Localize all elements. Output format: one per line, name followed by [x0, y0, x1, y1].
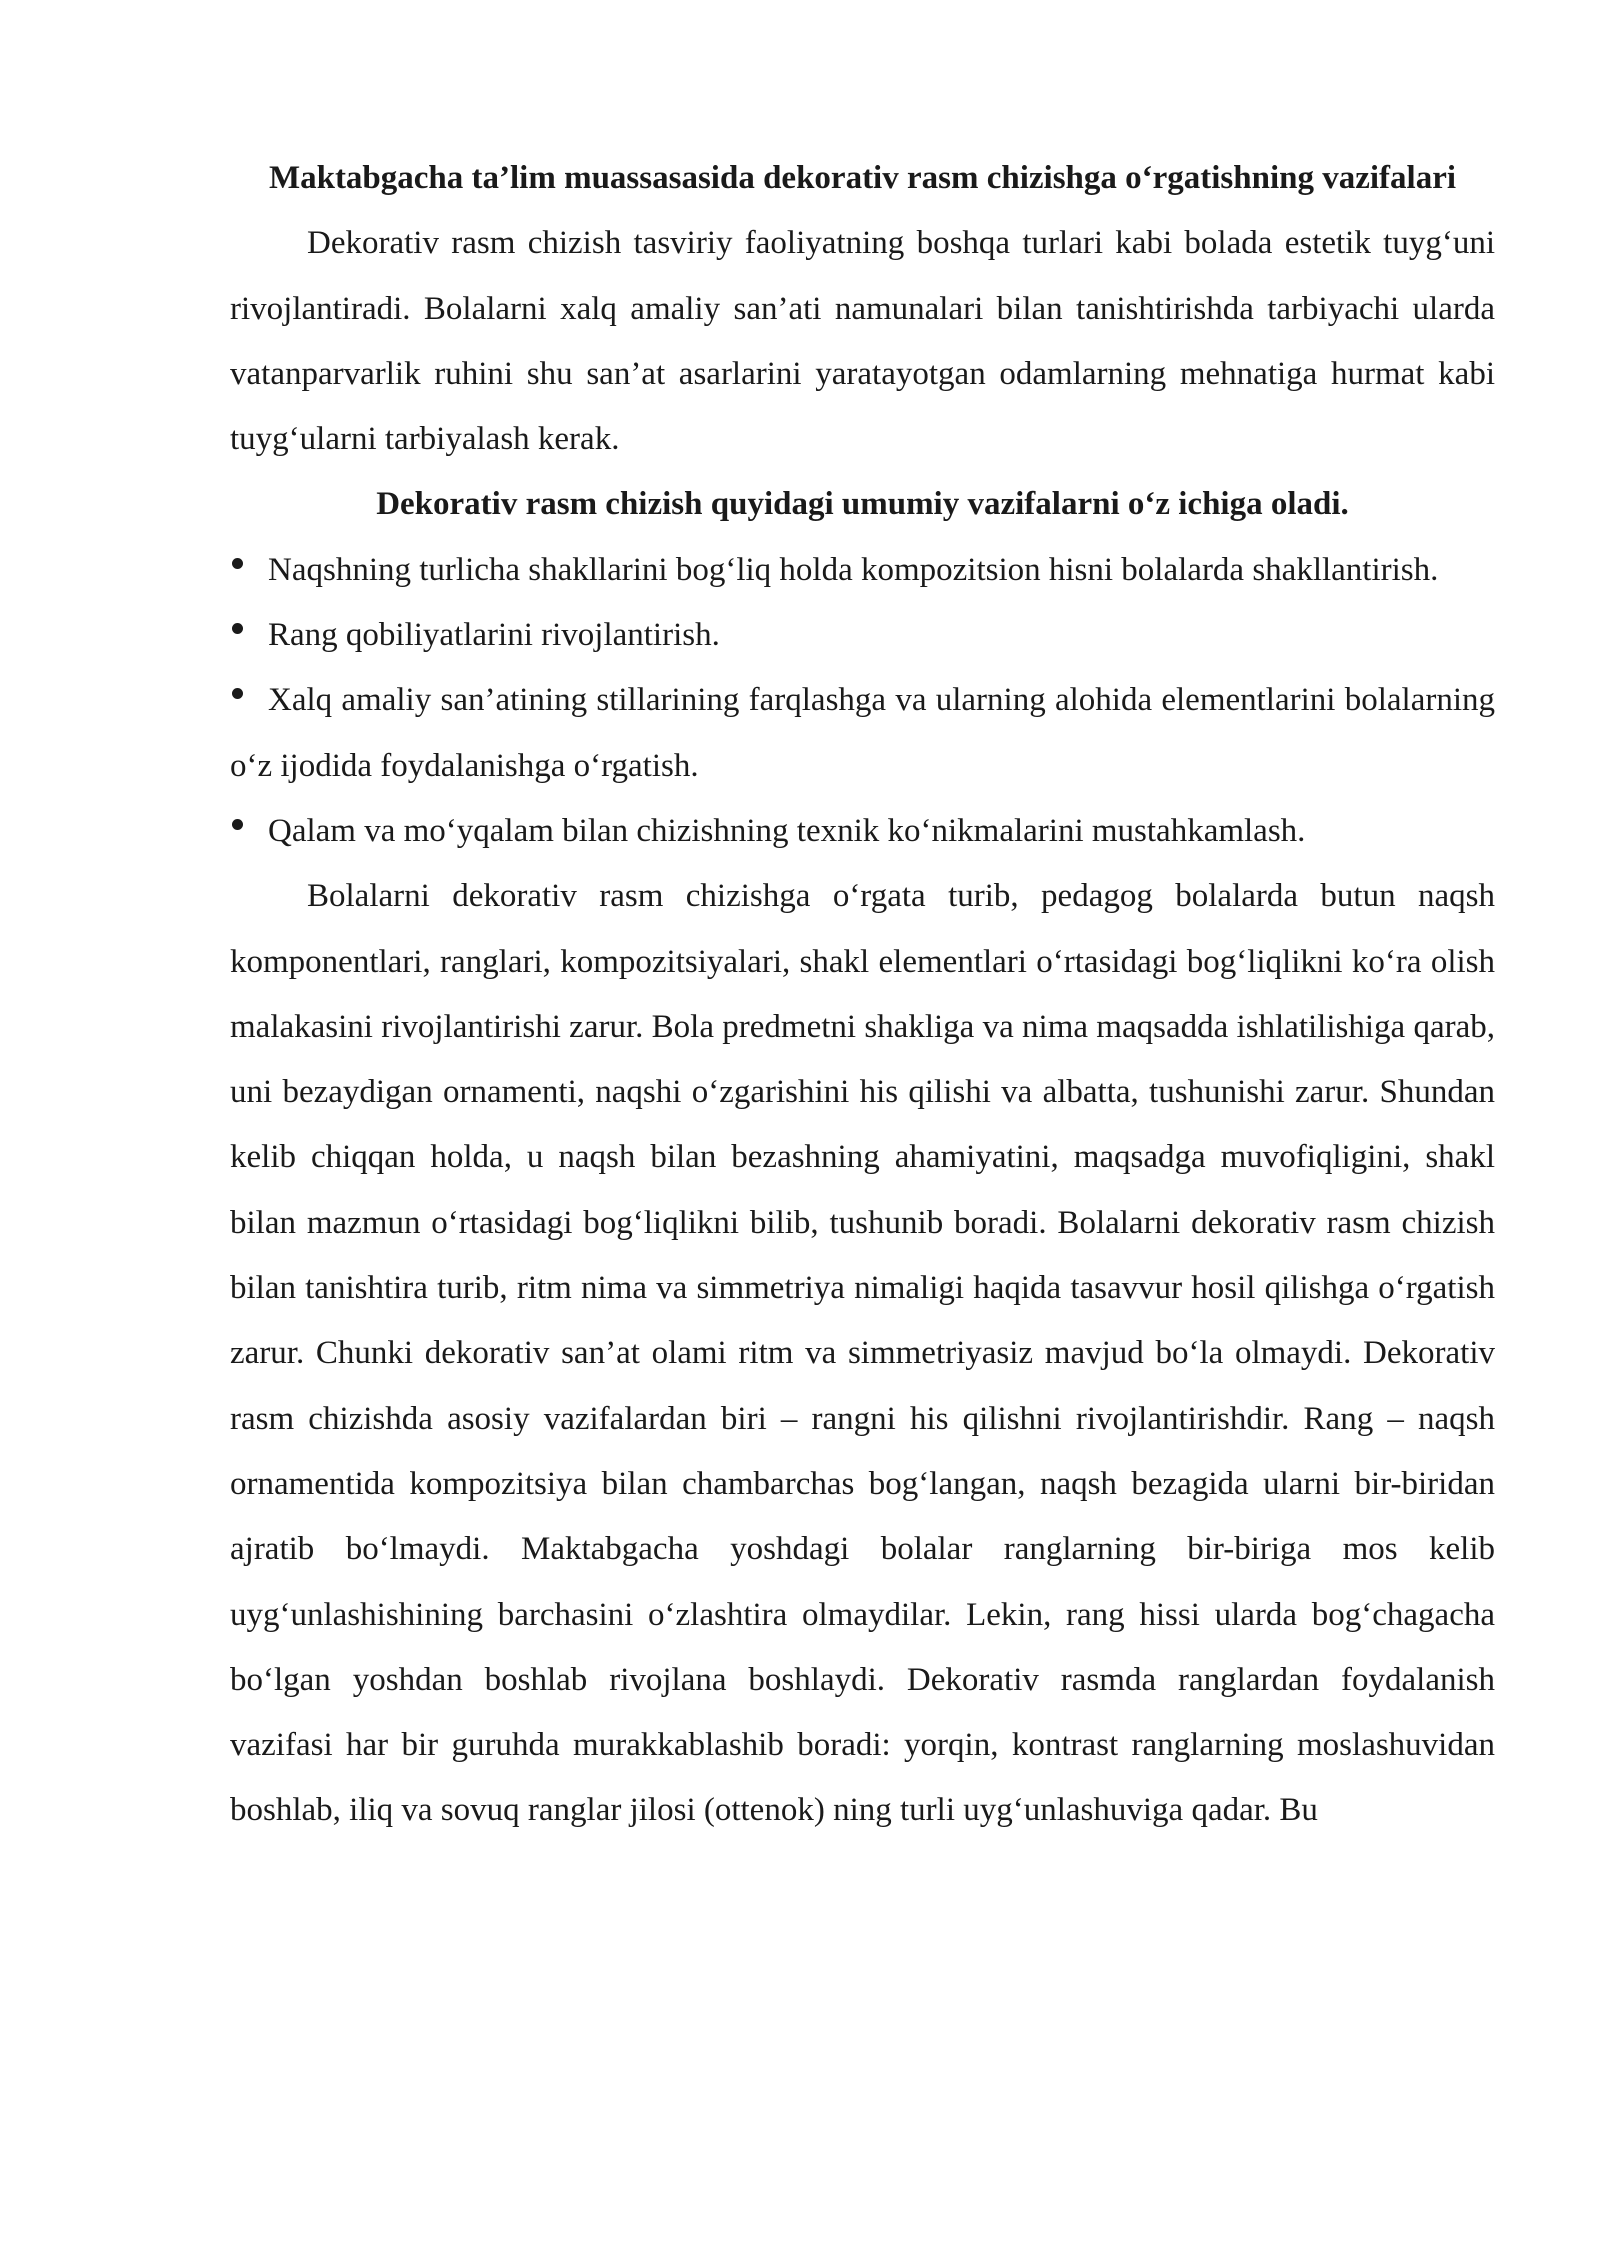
- main-paragraph: Bolalarni dekorativ rasm chizishga o‘rgata turib, pedagog bolalarda butun naqsh komponentlari, ranglari, kompozitsiyalari, shakl elementlari o‘rtasidagi bog‘liqlikni ko‘ra olish malakasini rivojlantirishi zarur. Bola predmetni shakliga va nima maqsadda ishlatilishiga qarab, uni bezaydigan ornamenti, naqshi o‘zgarishini his qilishi va albatta, tushunishi zarur. Shundan kelib chiqqan holda, u naqsh bilan bezashning ahamiyatini, maqsadga muvofiqligini, shakl bilan mazmun o‘rtasidagi bog‘liqlikni bilib, tushunib boradi. Bolalarni dekorativ rasm chizish bilan tanishtira turib, ritm nima va simmetriya nimaligi haqida tasavvur hosil qilishga o‘rgatish zarur. Chunki dekorativ san’at olami ritm va simmetriyasiz mavjud bo‘la olmaydi. Dekorativ rasm chizishda asosiy vazifalardan biri – rangni his qilishni rivojlantirishdir. Rang – naqsh ornamentida kompozitsiya bilan chambarchas bog‘langan, naqsh bezagida ularni bir-biridan ajratib bo‘lmaydi. Maktabgacha yoshdagi bolalar ranglarning bir-biriga mos kelib uyg‘unlashishining barchasini o‘zlashtira olmaydilar. Lekin, rang hissi ularda bog‘chagacha bo‘lgan yoshdan boshlab rivojlana boshlaydi. Dekorativ rasmda ranglardan foydalanish vazifasi har bir guruhda murakkablashib boradi: yorqin, kontrast ranglarning moslashuvidan boshlab, iliq va sovuq ranglar jilosi (ottenok) ning turli uyg‘unlashuviga qadar. Bu: [230, 878, 1495, 1829]
- list-item-text: Xalq amaliy san’atining stillarining farqlashga va ularning alohida elementlarini bolalarning o‘z ijodida foydalanishga o‘rgatish.: [230, 682, 1495, 784]
- tasks-subheading: Dekorativ rasm chizish quyidagi umumiy vazifalarni o‘z ichiga oladi.: [376, 486, 1349, 523]
- document-page: [230, 146, 1495, 1844]
- list-item-text: Rang qobiliyatlarini rivojlantirish.: [268, 617, 720, 654]
- tasks-list: [230, 538, 1495, 864]
- list-item: [230, 668, 1495, 799]
- document-title: Maktabgacha ta’lim muassasasida dekorativ rasm chizishga o‘rgatishning vazifalari: [268, 160, 1457, 196]
- intro-paragraph: Dekorativ rasm chizish tasviriy faoliyatning boshqa turlari kabi bolada estetik tuyg‘uni rivojlantiradi. Bolalarni xalq amaliy san’ati namunalari bilan tanishtirishda tarbiyachi ularda vatanparvarlik ruhini shu san’at asarlarini yaratayotgan odamlarning mehnatiga hurmat kabi tuyg‘ularni tarbiyalash kerak.: [230, 225, 1495, 458]
- list-item: [230, 603, 1495, 668]
- list-item: [230, 799, 1495, 864]
- list-item: [230, 538, 1495, 603]
- list-item-text: Naqshning turlicha shakllarini bog‘liq holda kompozitsion hisni bolalarda shakllantirish.: [268, 551, 1439, 588]
- list-item-text: Qalam va mo‘yqalam bilan chizishning texnik ko‘nikmalarini mustahkamlash.: [268, 812, 1306, 849]
